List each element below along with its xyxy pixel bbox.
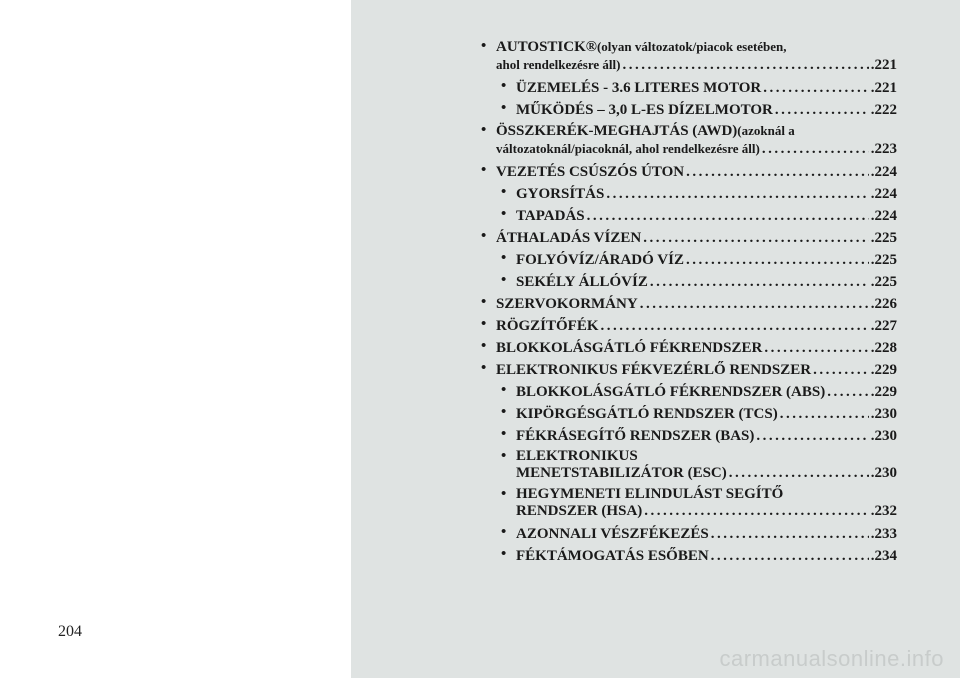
table-of-contents [481, 38, 897, 568]
entry-title: FÉKRÁSEGÍTŐ RENDSZER (BAS) [516, 428, 755, 444]
toc-entry[interactable] [481, 122, 897, 158]
dot-leader [762, 141, 869, 158]
entry-subtitle: (azoknál a [737, 123, 795, 138]
entry-title: MENETSTABILIZÁTOR (ESC) [516, 465, 727, 481]
toc-entry[interactable] [481, 294, 897, 314]
entry-page-number: .230 [870, 465, 897, 481]
bullet-icon: • [501, 524, 507, 540]
dot-leader [686, 162, 869, 182]
entry-title: FÉKTÁMOGATÁS ESŐBEN [516, 548, 709, 564]
entry-page-number: .230 [870, 428, 897, 444]
page-number: 204 [58, 623, 82, 640]
bullet-icon: • [501, 404, 507, 420]
entry-page-number: .221 [870, 80, 897, 96]
dot-leader [644, 503, 868, 520]
bullet-icon: • [501, 426, 507, 442]
entry-title: VEZETÉS CSÚSZÓS ÚTON [496, 164, 685, 180]
dot-leader [780, 404, 869, 424]
bullet-icon: • [501, 250, 507, 266]
entry-page-number: .224 [870, 208, 897, 224]
toc-entry[interactable] [481, 524, 897, 544]
bullet-icon: • [501, 206, 507, 222]
entry-title: ÖSSZKERÉK-MEGHAJTÁS (AWD) [496, 123, 738, 139]
dot-leader [640, 294, 869, 314]
dot-leader [601, 316, 869, 336]
entry-page-number: .233 [870, 526, 897, 542]
bullet-icon: • [501, 382, 507, 398]
toc-entry[interactable] [481, 382, 897, 402]
entry-subtitle: változatoknál/piacoknál, ahol rendelkezésre áll) [496, 141, 760, 156]
dot-leader [827, 382, 869, 402]
entry-title: BLOKKOLÁSGÁTLÓ FÉKRENDSZER [496, 340, 763, 356]
bullet-icon: • [501, 272, 507, 288]
dot-leader [686, 250, 869, 270]
toc-entry[interactable] [481, 162, 897, 182]
entry-title: TAPADÁS [516, 208, 585, 224]
dot-leader [763, 78, 869, 98]
entry-title: MŰKÖDÉS – 3,0 L-ES DÍZELMOTOR [516, 102, 773, 118]
entry-subtitle: ahol rendelkezésre áll) [496, 57, 621, 72]
dot-leader [587, 206, 869, 226]
toc-entry[interactable] [481, 250, 897, 270]
toc-entry[interactable] [481, 360, 897, 380]
entry-page-number: .225 [870, 230, 897, 246]
dot-leader [764, 338, 868, 358]
bullet-icon: • [481, 316, 487, 332]
dot-leader [813, 360, 869, 380]
entry-title: AZONNALI VÉSZFÉKEZÉS [516, 526, 709, 542]
entry-title: ELEKTRONIKUS FÉKVEZÉRLŐ RENDSZER [496, 362, 812, 378]
entry-page-number: .224 [870, 186, 897, 202]
entry-page-number: .222 [870, 102, 897, 118]
toc-entry[interactable] [481, 100, 897, 120]
entry-title: ÁTHALADÁS VÍZEN [496, 230, 642, 246]
toc-entry[interactable] [481, 206, 897, 226]
dot-leader [711, 546, 869, 566]
entry-page-number: .229 [870, 362, 897, 378]
entry-page-number: .225 [870, 274, 897, 290]
dot-leader [643, 228, 869, 248]
toc-entry[interactable] [481, 404, 897, 424]
entry-title: BLOKKOLÁSGÁTLÓ FÉKRENDSZER (ABS) [516, 384, 826, 400]
entry-page-number: .227 [870, 318, 897, 334]
dot-leader [775, 100, 869, 120]
bullet-icon: • [481, 162, 487, 178]
entry-page-number: .228 [870, 340, 897, 356]
entry-page-number: .223 [870, 141, 897, 157]
bullet-icon: • [501, 78, 507, 94]
left-page [0, 0, 351, 678]
toc-entry[interactable] [481, 448, 897, 482]
toc-panel [351, 0, 960, 678]
entry-page-number: .226 [870, 296, 897, 312]
toc-entry[interactable] [481, 486, 897, 520]
toc-entry[interactable] [481, 272, 897, 292]
bullet-icon: • [481, 338, 487, 354]
dot-leader [650, 272, 869, 292]
entry-title: SZERVOKORMÁNY [496, 296, 638, 312]
watermark: carmanualsonline.info [719, 646, 944, 671]
entry-title: SEKÉLY ÁLLÓVÍZ [516, 274, 648, 290]
dot-leader [622, 57, 868, 74]
bullet-icon: • [501, 546, 507, 562]
bullet-icon: • [501, 448, 507, 464]
toc-entry[interactable] [481, 426, 897, 446]
entry-title: FOLYÓVÍZ/ÁRADÓ VÍZ [516, 252, 684, 268]
entry-title: RENDSZER (HSA) [516, 503, 643, 519]
entry-page-number: .234 [870, 548, 897, 564]
dot-leader [729, 465, 869, 482]
dot-leader [711, 524, 869, 544]
bullet-icon: • [481, 38, 487, 54]
toc-entry[interactable] [481, 338, 897, 358]
bullet-icon: • [481, 228, 487, 244]
toc-entry[interactable] [481, 184, 897, 204]
toc-entry[interactable] [481, 228, 897, 248]
dot-leader [756, 426, 868, 446]
bullet-icon: • [481, 122, 487, 138]
entry-title: GYORSÍTÁS [516, 186, 605, 202]
entry-page-number: .224 [870, 164, 897, 180]
toc-entry[interactable] [481, 38, 897, 74]
entry-title: ÜZEMELÉS - 3.6 LITERES MOTOR [516, 80, 762, 96]
dot-leader [606, 184, 868, 204]
entry-title: HEGYMENETI ELINDULÁST SEGÍTŐ [516, 486, 784, 502]
bullet-icon: • [501, 184, 507, 200]
entry-title: RÖGZÍTŐFÉK [496, 318, 599, 334]
entry-subtitle: (olyan változatok/piacok esetében, [596, 39, 787, 54]
bullet-icon: • [481, 294, 487, 310]
entry-page-number: .230 [870, 406, 897, 422]
entry-title: ELEKTRONIKUS [516, 448, 638, 464]
toc-entry[interactable] [481, 78, 897, 98]
entry-page-number: .221 [870, 57, 897, 73]
toc-entry[interactable] [481, 316, 897, 336]
bullet-icon: • [501, 486, 507, 502]
entry-title: AUTOSTICK® [496, 39, 597, 55]
entry-page-number: .225 [870, 252, 897, 268]
bullet-icon: • [501, 100, 507, 116]
toc-entry[interactable] [481, 546, 897, 566]
entry-page-number: .232 [870, 503, 897, 519]
entry-title: KIPÖRGÉSGÁTLÓ RENDSZER (TCS) [516, 406, 778, 422]
entry-page-number: .229 [870, 384, 897, 400]
bullet-icon: • [481, 360, 487, 376]
